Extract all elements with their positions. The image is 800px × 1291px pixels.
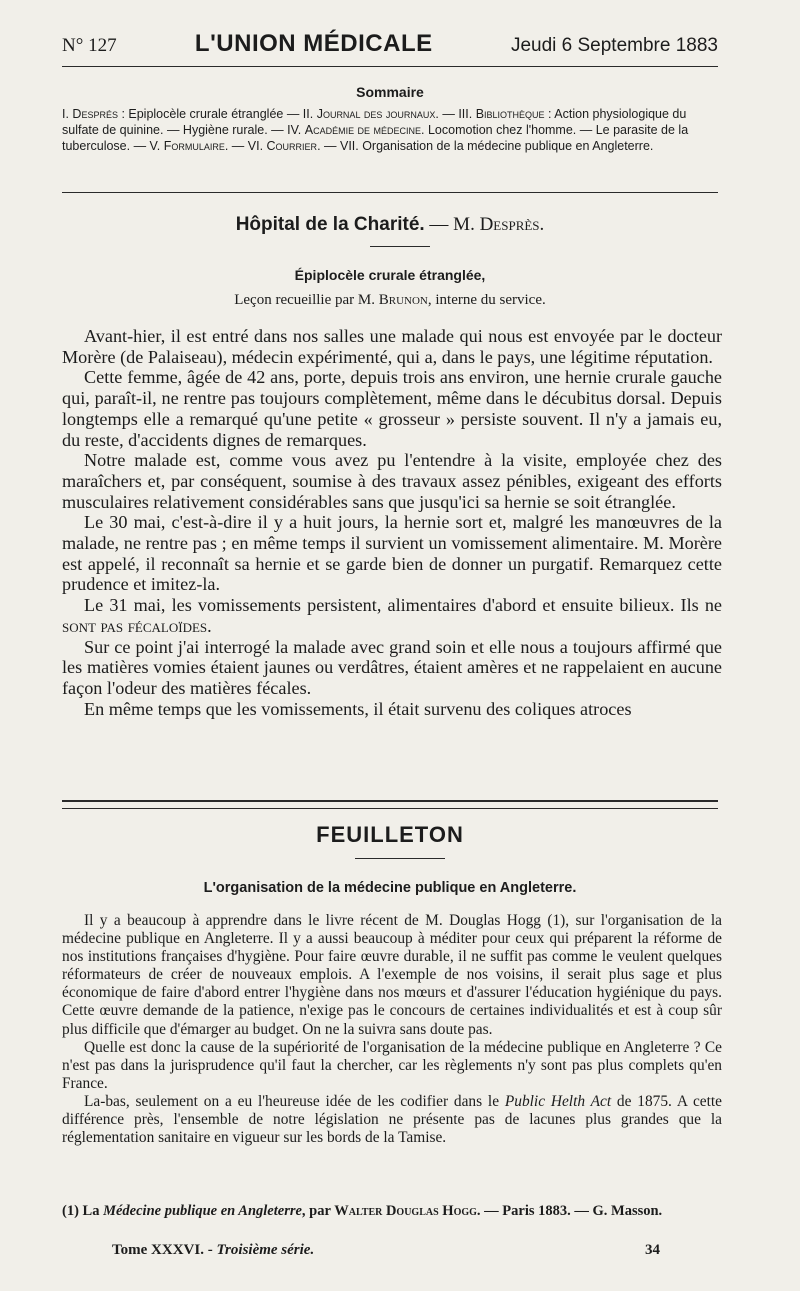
- article-paragraph: Le 30 mai, c'est-à-dire il y a huit jours, la hernie sort et, malgré les manœuvres de la malade, ne rentre pas ; en même temps il survient un vomissement alimentaire. M. Morère est appelé, il reconnaît sa hernie et se garde bien de donner un purgatif. Remarquez cette prudence et imitez-la.: [62, 512, 722, 595]
- article-paragraph: En même temps que les vomissements, il était survenu des coliques atroces: [84, 698, 632, 719]
- article-paragraph: Sur ce point j'ai interrogé la malade avec grand soin et elle nous a toujours affirmé que les matières vomies étaient jaunes ou verdâtres, étaient amères et ne rappelaient en aucune façon l'odeur des matières fécales.: [62, 636, 722, 698]
- feuilleton-subtitle: L'organisation de la médecine publique en Angleterre.: [203, 880, 577, 896]
- feuilleton-paragraph: Il y a beaucoup à apprendre dans le livre récent de M. Douglas Hogg (1), sur l'organisation de la médecine publique en Angleterre. Il y a aussi beaucoup à méditer pour ceux qui préparent la réforme de nos institutions françaises d'hygiène. Pour faire œuvre durable, il ne suffit pas comme le veulent quelques réformateurs de créer de nouveaux emplois. A l'exemple de nos voisins, il serait plus sage et plus économique de faire d'abord entrer l'hygiène dans nos mœurs et d'assurer l'éducation hygiénique du pays. Cette œuvre demande de la patience, n'exige pas le concours de certaines individualités et est à coup sûr plus difficile que d'émarger au budget. On ne la suivra sans doute pas.: [62, 912, 722, 1038]
- article-paragraph: Le 31 mai, les vomissements persistent, alimentaires d'abord et ensuite bilieux. Ils ne sont pas fécaloïdes.: [62, 595, 722, 636]
- sommaire-text: I. Després : Epiplocèle crurale étranglée — II. Journal des journaux. — III. Bibliothèque : Action physiologique du sulfate de quinine. — Hygiène rurale. — IV. Académie de médecine. Locomotion chez l'homme. — Le parasite de la tuberculose. — V. Formulaire. — VI. Courrier. — VII. Organisation de la médecine publique en Angleterre.: [62, 107, 689, 153]
- feuilleton-short-rule: [355, 858, 445, 859]
- lecture-subtitle: Leçon recueillie par M. Brunon, interne du service.: [234, 292, 546, 308]
- journal-title: L'UNION MÉDICALE: [194, 30, 433, 57]
- feuilleton-separator: [62, 800, 718, 809]
- header-rule: [62, 66, 718, 67]
- article-body: [62, 326, 722, 719]
- section-short-rule: [370, 246, 430, 247]
- footer-volume: Tome XXXVI. - Troisième série.: [112, 1242, 315, 1258]
- sommaire-rule: [62, 192, 718, 193]
- section-title: Hôpital de la Charité. — M. Desprès.: [235, 214, 545, 235]
- footnote: (1) La Médecine publique en Angleterre, par Walter Douglas Hogg. — Paris 1883. — G. Masson.: [62, 1203, 663, 1219]
- feuilleton-body: [62, 912, 722, 1147]
- running-header: [62, 30, 718, 62]
- article-paragraph: Avant-hier, il est entré dans nos salles une malade qui nous est envoyée par le docteur Morère (de Palaiseau), médecin expérimenté, qui a, dans le pays, une légitime réputation.: [62, 326, 722, 367]
- page-number: 34: [645, 1242, 660, 1258]
- issue-date: Jeudi 6 Septembre 1883: [510, 35, 718, 56]
- feuilleton-title: FEUILLETON: [316, 822, 464, 847]
- feuilleton-paragraph: Quelle est donc la cause de la supériorité de l'organisation de la médecine publique en Angleterre ? Ce n'est pas dans la jurisprudence qu'il faut la chercher, car les règlements n'y sont pas plus complets qu'en France.: [62, 1038, 722, 1092]
- article-paragraph: Notre malade est, comme vous avez pu l'entendre à la visite, employée chez des maraîchers et, par conséquent, soumise à des travaux assez pénibles, exigeant des efforts musculaires relativement considérables sans que jusqu'ici sa hernie se soit étranglée.: [62, 450, 722, 512]
- page-footer: [112, 1242, 660, 1259]
- feuilleton-paragraph: La-bas, seulement on a eu l'heureuse idée de les codifier dans le Public Helth Act de 1875. A cette différence près, l'ensemble de notre législation ne présente pas de lacunes plus grandes que la réglementation sanitaire en vigueur sur les bords de la Tamise.: [62, 1092, 722, 1147]
- lecture-title: Épiplocèle crurale étranglée,: [294, 267, 486, 283]
- sommaire-title: Sommaire: [356, 84, 424, 100]
- issue-number: N° 127: [62, 35, 117, 56]
- article-paragraph: Cette femme, âgée de 42 ans, porte, depuis trois ans environ, une hernie crurale gauche qui, paraît-il, ne rentre pas toujours complètement, même dans le décubitus dorsal. Depuis longtemps elle a remarqué qu'une petite « grosseur » persiste souvent. Il n'y a jamais eu, du reste, d'accidents dignes de remarques.: [62, 367, 722, 450]
